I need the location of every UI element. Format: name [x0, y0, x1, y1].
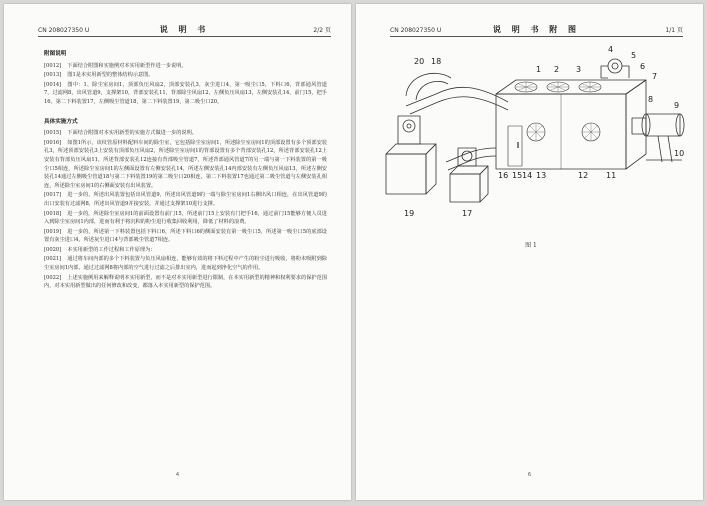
paragraph-number: [0016] — [44, 139, 62, 146]
paragraph-number: [0022] — [44, 274, 62, 281]
callout-2: 2 — [554, 65, 560, 74]
paragraph — [44, 274, 327, 291]
callout-10: 10 — [674, 149, 685, 158]
page-number: 4 — [175, 472, 180, 478]
paragraph — [44, 191, 327, 208]
paragraph-number: [0018] — [44, 210, 62, 217]
callout-12: 12 — [578, 171, 589, 180]
paragraph — [44, 62, 327, 71]
patent-figure-1 — [376, 44, 686, 249]
filter-box — [632, 118, 646, 134]
dust-room-box — [496, 80, 646, 169]
paragraph-text: 下面结合附图对本实用新型的实施方式做进一步的说明。 — [67, 130, 197, 137]
paragraph-text: 进一步的，所述出风装置包括出风管道9，所述出风管道9的一端与除尘室房间1右侧出风口相连，在出风管道9的出口安装有过滤网8，所述出风管道9并接安装，并通过支撑架10进行支撑。 — [44, 192, 327, 207]
page-title: 说 明 书 — [159, 25, 210, 34]
paragraph — [44, 139, 327, 191]
paragraph-number: [0015] — [44, 130, 62, 137]
page-title: 说 明 书 附 图 — [492, 25, 581, 34]
paragraph — [44, 246, 327, 255]
paragraph-text: 上述实施例用来解释说明本实用新型，而不是对本实用新型进行限制，在本实用新型的精神和权利要求的保护范围内，对本实用新型做出的任何修改和改变，都落入本实用新型的保护范围。 — [44, 274, 327, 290]
paragraph-text: 进一步的，所述除尘室房间1的前面设置有前门15，所述前门15上安装有门把手16，通过前门15能够方便人员进入到除尘室房间1内部，进而有利于将沉积的粉尘进行收集回收利用，降低了材料的浪费。 — [44, 210, 327, 226]
paragraph-number: [0013] — [44, 72, 62, 79]
description-body — [44, 48, 327, 292]
paragraph-text: 通过将车间内部的多个下料装置与负压风扇相连，能够有效的将下料过程中产生的粉尘进行吸收，将粉末吸附到除尘室房间1内部，通过过滤网8将内部的空气进行过滤之后排出室内，进而起到净化空气的作用。 — [44, 256, 327, 272]
page-indicator: 2/2 页 — [313, 27, 331, 34]
left-machine-unit — [386, 116, 436, 194]
callout-14: 14 — [522, 171, 533, 180]
paragraph — [44, 210, 327, 227]
paragraph — [44, 71, 327, 80]
callout-17: 17 — [462, 209, 473, 218]
callout-3: 3 — [576, 65, 582, 74]
callout-15: 15 — [512, 171, 523, 180]
callout-6: 6 — [640, 62, 646, 71]
paragraph-text: 图1是本实用新型的整体结构示意图。 — [67, 72, 154, 79]
patent-number: CN 208027350 U — [390, 27, 442, 34]
front-fans — [527, 123, 600, 141]
callout-9: 9 — [674, 101, 680, 110]
right-page-header — [390, 22, 683, 37]
callout-8: 8 — [648, 95, 654, 104]
right-page — [356, 4, 703, 500]
callout-13: 13 — [536, 171, 547, 180]
page-number: 6 — [527, 472, 532, 478]
paragraph-number: [0021] — [44, 256, 62, 263]
callout-7: 7 — [652, 72, 658, 81]
paragraph — [44, 129, 327, 138]
paragraph-text: 如图1所示，该纹管原材料配料车间的除尘室，它包括除尘室房间1，所述除尘室房间1的顶部设置有多个顶部安装孔3，所述顶部安装孔3上安装有顶部负压风扇2，所述除尘室房间1的背部设置有多个背部安装孔12，所述背部安装孔12上安装有背部负压风扇11，所述背部安装孔12连接有背部吸尘管道7，所述背部通风管道7的另一端与第一下料装置的第一吸尘口5相连，所述除尘室房间1的左侧面设置有左侧安装孔14，所述左侧安装孔14内部安装有左侧负压风扇13，所述左侧安装孔14通过左侧吸尘管道18与第二下料装置19的第二吸尘口20相连，第二下料装置17也通过第二吸尘管道与左侧安装孔相连，所述除尘室房间1的右侧面安装有出风装置。 — [44, 139, 327, 189]
left-page — [4, 4, 351, 500]
callout-20: 20 — [414, 57, 425, 66]
drawing-paragraph-list — [44, 62, 327, 107]
roof-blower — [601, 59, 629, 78]
page-indicator: 1/1 页 — [665, 27, 683, 34]
paragraph-text: 本实用新型的工作过程和工作原理为： — [67, 246, 156, 253]
second-feeding-unit — [450, 148, 488, 202]
top-fans — [515, 82, 601, 92]
paragraph-number: [0020] — [44, 246, 62, 253]
embodiment-paragraph-list — [44, 129, 327, 291]
paragraph-text: 进一步的，所述第一下料装置包括下料口6，所述下料口6的侧面安装有第一吸尘口5，所述第一吸尘口5的底部设置有灰尘进口4，所述灰尘进口4与背部吸尘管道7相连。 — [44, 228, 327, 244]
figure-caption: 图 1 — [525, 242, 537, 249]
section-heading-embodiment: 具体实施方式 — [44, 118, 78, 125]
paragraph-text: 下面结合附图和实施例对本实用新型作进一步说明。 — [67, 62, 187, 69]
callout-16: 16 — [498, 171, 509, 180]
callout-5: 5 — [631, 51, 637, 60]
figure-callouts — [404, 45, 684, 218]
paragraph-number: [0012] — [44, 62, 62, 69]
paragraph — [44, 228, 327, 245]
callout-1: 1 — [536, 65, 542, 74]
callout-4: 4 — [608, 45, 614, 54]
dust-room-drawing — [376, 44, 686, 224]
front-door — [508, 126, 522, 166]
callout-19: 19 — [404, 209, 415, 218]
paragraph-text: 图中：1、除尘室房间1，顶部负压风扇2，顶部安装孔3，灰尘进口4，第一吸尘口5，下料口6，背部通风管道7，过滤网8，出风管道9，支撑架10，背部安装孔11，背部除尘风扇12，左侧负压风扇13，左侧安装孔14，前门15，把手16，第二下料装置17，左侧吸尘管道18，第二下料装置19，第二吸尘口20。 — [44, 81, 327, 105]
section-heading-drawings: 附图说明 — [44, 51, 67, 57]
paragraph-number: [0017] — [44, 192, 62, 199]
paragraph-number: [0019] — [44, 228, 62, 235]
left-suction-pipe — [446, 148, 496, 162]
callout-18: 18 — [431, 57, 442, 66]
patent-number: CN 208027350 U — [38, 27, 90, 34]
paragraph-number: [0014] — [44, 81, 62, 88]
paragraph — [44, 81, 327, 107]
paragraph — [44, 255, 327, 272]
left-page-header — [38, 22, 331, 37]
callout-11: 11 — [606, 171, 617, 180]
